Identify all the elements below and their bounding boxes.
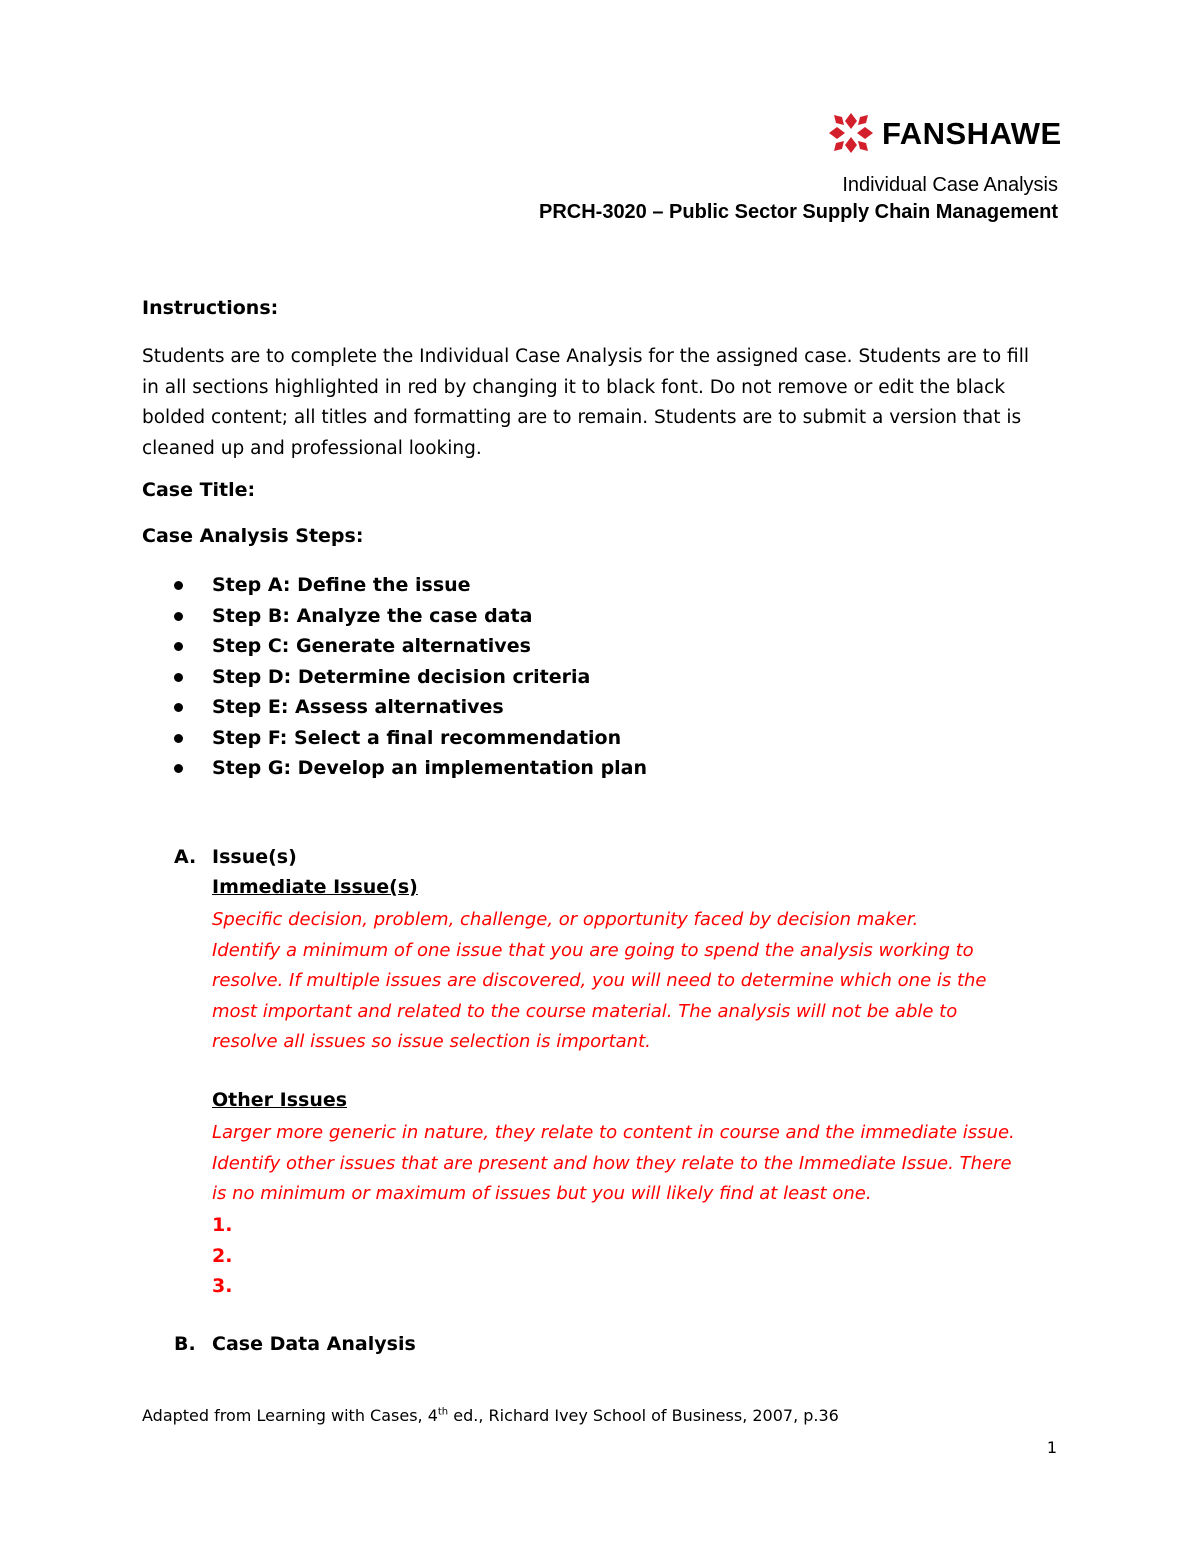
guidance-line: is no minimum or maximum of issues but you will likely find at least one. <box>212 1183 872 1204</box>
instructions-line: in all sections highlighted in red by changing it to black font. Do not remove or edit the black <box>142 376 1006 398</box>
footer-note <box>142 1406 839 1425</box>
step-label: Step E: Assess alternatives <box>212 696 504 718</box>
logo-wordmark: FANSHAWE <box>882 115 1062 151</box>
list-item <box>172 662 647 693</box>
case-steps-list <box>172 570 647 784</box>
list-item <box>172 692 647 723</box>
case-steps-heading: Case Analysis Steps: <box>142 525 364 547</box>
guidance-line: Specific decision, problem, challenge, or opportunity faced by decision maker. <box>212 909 919 930</box>
bullet-icon <box>174 764 183 773</box>
bullet-icon <box>174 612 183 621</box>
section-a-letter: A. <box>174 846 197 868</box>
bullet-icon <box>174 703 183 712</box>
immediate-issues-heading: Immediate Issue(s) <box>212 876 418 898</box>
guidance-line: resolve all issues so issue selection is important. <box>212 1031 651 1052</box>
guidance-line: most important and related to the course material. The analysis will not be able to <box>212 1000 958 1022</box>
step-label: Step A: Define the issue <box>212 574 471 596</box>
fanshawe-logo <box>826 108 1060 158</box>
other-issues-numbered-list <box>212 1210 232 1302</box>
course-title: PRCH-3020 – Public Sector Supply Chain Management <box>538 201 1058 223</box>
immediate-issues-guidance <box>212 905 1062 1058</box>
section-b-title: Case Data Analysis <box>212 1333 416 1355</box>
guidance-line: Identify a minimum of one issue that you are going to spend the analysis working to <box>212 939 974 961</box>
step-label: Step D: Determine decision criteria <box>212 665 591 688</box>
footer-note-text: Adapted from Learning with Cases, 4 <box>142 1406 438 1425</box>
footer-note-text-end: ed., Richard Ivey School of Business, 2007, p.36 <box>448 1406 839 1425</box>
list-item <box>172 631 647 662</box>
step-label: Step F: Select a final recommendation <box>212 726 622 749</box>
guidance-line: resolve. If multiple issues are discovered, you will need to determine which one is the <box>212 970 987 991</box>
step-label: Step B: Analyze the case data <box>212 604 533 627</box>
guidance-line: Identify other issues that are present and how they relate to the Immediate Issue. There <box>212 1152 1012 1174</box>
instructions-heading: Instructions: <box>142 297 279 319</box>
instructions-line: bolded content; all titles and formatting are to remain. Students are to submit a version that is <box>142 407 1022 428</box>
list-item <box>172 723 647 754</box>
list-item <box>172 753 647 784</box>
list-number: 3. <box>212 1275 233 1297</box>
footer-note-superscript: th <box>437 1406 449 1418</box>
other-issues-heading: Other Issues <box>212 1089 348 1111</box>
fanshawe-logo-icon <box>826 109 876 157</box>
guidance-line: Larger more generic in nature, they relate to content in course and the immediate issue. <box>212 1122 1015 1143</box>
list-item <box>172 601 647 632</box>
list-item <box>172 570 647 601</box>
other-issues-guidance <box>212 1118 1062 1210</box>
bullet-icon <box>174 734 183 743</box>
section-b-letter: B. <box>174 1333 196 1355</box>
document-title: Individual Case Analysis <box>842 174 1058 196</box>
step-label: Step C: Generate alternatives <box>212 635 531 657</box>
list-number: 1. <box>212 1214 233 1236</box>
list-number: 2. <box>212 1244 233 1267</box>
bullet-icon <box>174 581 183 590</box>
instructions-line: Students are to complete the Individual Case Analysis for the assigned case. Students are to fill <box>142 346 1029 367</box>
case-title-label: Case Title: <box>142 479 256 501</box>
bullet-icon <box>174 642 183 651</box>
section-a-title: Issue(s) <box>212 846 297 868</box>
instructions-paragraph <box>142 342 1062 464</box>
page-number: 1 <box>1046 1438 1057 1457</box>
step-label: Step G: Develop an implementation plan <box>212 757 648 779</box>
bullet-icon <box>174 673 183 682</box>
document-header <box>539 172 1058 226</box>
instructions-line: cleaned up and professional looking. <box>142 437 482 459</box>
